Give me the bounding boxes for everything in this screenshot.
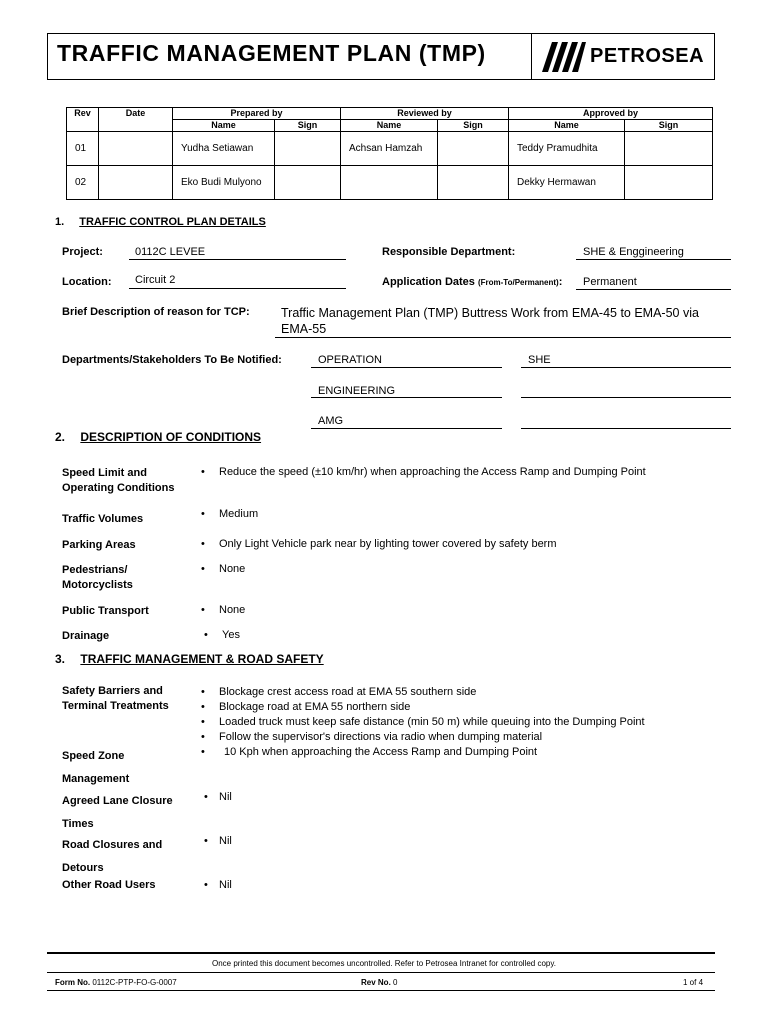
location-field[interactable]: Circuit 2 (135, 274, 176, 286)
bullet-icon: • (201, 746, 205, 758)
responsible-department-field[interactable]: SHE & Enggineering (583, 246, 684, 258)
safety-text: Nil (219, 791, 232, 803)
form-number-value: 0112C-PTP-FO-G-0007 (92, 978, 177, 987)
condition-bullet (201, 508, 258, 520)
bullet-icon: • (204, 791, 208, 803)
department-underline (521, 397, 731, 398)
safety-text: Nil (219, 879, 232, 891)
application-dates-hint: (From-To/Permanent) (477, 278, 559, 287)
bullet-icon: • (201, 701, 205, 713)
safety-label-line: Agreed Lane Closure (62, 795, 173, 807)
col-header-date: Date (99, 108, 173, 132)
table-row (67, 166, 713, 200)
footer-rule (47, 952, 715, 954)
brief-description-label: Brief Description of reason for TCP: (62, 306, 250, 318)
bullet-icon: • (201, 716, 205, 728)
condition-text: Medium (219, 508, 259, 520)
project-underline (129, 259, 346, 260)
section-3-heading (55, 652, 324, 666)
safety-bullet (201, 685, 645, 700)
logo-stripes-icon (542, 42, 586, 72)
condition-bullet (201, 538, 557, 550)
application-dates-text: Application Dates (382, 276, 475, 288)
bullet-icon: • (204, 879, 208, 891)
col-header-sign: Sign (438, 120, 509, 132)
safety-label-line: Times (62, 818, 94, 830)
brief-description-line: EMA-55 (281, 322, 327, 336)
petrosea-logo (542, 40, 708, 73)
application-dates-field[interactable]: Permanent (583, 276, 637, 288)
brief-description-underline (275, 337, 731, 338)
bullet-icon: • (201, 466, 205, 478)
department-field[interactable]: AMG (318, 415, 344, 427)
section-number: 1. (55, 216, 65, 228)
condition-bullet (204, 629, 240, 641)
revision-table (66, 107, 713, 200)
reviewed-name-cell: Achsan Hamzah (341, 132, 438, 166)
safety-label (62, 684, 169, 714)
condition-label-line: Operating Conditions (62, 482, 175, 494)
approved-sign-cell (625, 166, 713, 200)
safety-text: 10 Kph when approaching the Access Ramp and Dumping Point (224, 746, 538, 758)
revision-number (361, 978, 397, 987)
section-title: TRAFFIC MANAGEMENT & ROAD SAFETY (80, 652, 324, 666)
safety-bullets (201, 685, 645, 760)
page-number: 1 of 4 (683, 978, 704, 987)
approved-name-cell: Teddy Pramudhita (509, 132, 625, 166)
footer-notice: Once printed this document becomes uncontrolled. Refer to Petrosea Intranet for controlled copy. (211, 959, 557, 968)
application-dates-underline (576, 289, 731, 290)
application-dates-colon: : (558, 276, 563, 288)
responsible-department-underline (576, 259, 731, 260)
bullet-icon: • (204, 629, 208, 641)
condition-text: None (219, 604, 246, 616)
project-field[interactable]: 0112C LEVEE (135, 246, 206, 258)
condition-bullet (201, 563, 245, 575)
bullet-icon: • (201, 538, 205, 550)
project-label: Project: (62, 246, 103, 258)
department-field[interactable]: SHE (528, 354, 551, 366)
section-number: 2. (55, 430, 66, 444)
approved-sign-cell (625, 132, 713, 166)
brief-description-line: Traffic Management Plan (TMP) Buttress Work from EMA-45 to EMA-50 via (281, 306, 699, 320)
safety-bullet (201, 700, 645, 715)
logo-text: PETROSEA (590, 45, 705, 67)
department-underline (521, 428, 731, 429)
rev-cell: 02 (67, 166, 99, 200)
section-2-heading (55, 430, 261, 444)
footer-rule (47, 972, 715, 973)
safety-text: Blockage crest access road at EMA 55 southern side (219, 686, 477, 698)
revision-number-value: 0 (393, 978, 398, 987)
approved-name-cell: Dekky Hermawan (509, 166, 625, 200)
safety-label-line: Detours (62, 862, 104, 874)
col-header-approved-by: Approved by (509, 108, 713, 120)
condition-text: Reduce the speed (±10 km/hr) when approaching the Access Ramp and Dumping Point (219, 466, 646, 478)
brief-description-field[interactable] (281, 305, 699, 337)
condition-label-line: Speed Limit and (62, 467, 147, 479)
safety-label-line: Road Closures and (62, 839, 163, 851)
location-label: Location: (62, 276, 112, 288)
safety-label-line: Safety Barriers and (62, 685, 163, 697)
safety-bullet (201, 715, 645, 730)
condition-text: None (219, 563, 246, 575)
condition-label: Traffic Volumes (62, 513, 144, 525)
department-field[interactable]: OPERATION (318, 354, 382, 366)
section-title: TRAFFIC CONTROL PLAN DETAILS (79, 216, 266, 228)
department-underline (311, 397, 502, 398)
condition-label (62, 563, 133, 593)
footer-rule (47, 990, 715, 991)
condition-bullet (201, 604, 245, 616)
bullet-icon: • (201, 604, 205, 616)
prepared-sign-cell (275, 132, 341, 166)
safety-label (62, 745, 129, 791)
col-header-sign: Sign (275, 120, 341, 132)
col-header-prepared-by: Prepared by (173, 108, 341, 120)
application-dates-label (382, 276, 562, 288)
safety-bullet (201, 745, 645, 760)
reviewed-name-cell (341, 166, 438, 200)
section-number: 3. (55, 652, 66, 666)
safety-text: Follow the supervisor's directions via radio when dumping material (219, 731, 543, 743)
col-header-sign: Sign (625, 120, 713, 132)
date-cell (99, 166, 173, 200)
safety-label (62, 834, 162, 880)
condition-label-line: Motorcyclists (62, 579, 133, 591)
condition-text: Only Light Vehicle park near by lighting tower covered by safety berm (219, 538, 557, 550)
col-header-rev: Rev (67, 108, 99, 132)
department-underline (521, 367, 731, 368)
safety-text: Loaded truck must keep safe distance (min 50 m) while queuing into the Dumping Point (219, 716, 645, 728)
form-number (55, 978, 177, 987)
safety-label-line: Terminal Treatments (62, 700, 169, 712)
departments-label: Departments/Stakeholders To Be Notified: (62, 354, 282, 366)
section-title: DESCRIPTION OF CONDITIONS (80, 430, 262, 444)
condition-label-line: Pedestrians/ (62, 564, 128, 576)
department-underline (311, 367, 502, 368)
location-underline (129, 288, 346, 289)
bullet-icon: • (204, 835, 208, 847)
bullet-icon: • (201, 563, 205, 575)
col-header-reviewed-by: Reviewed by (341, 108, 509, 120)
table-row (67, 132, 713, 166)
responsible-department-label: Responsible Department: (382, 246, 516, 258)
bullet-icon: • (201, 731, 205, 743)
date-cell (99, 132, 173, 166)
safety-text: Blockage road at EMA 55 northern side (219, 701, 411, 713)
safety-bullet (204, 791, 232, 803)
condition-text: Yes (222, 629, 240, 641)
document-title: TRAFFIC MANAGEMENT PLAN (TMP) (57, 40, 486, 66)
bullet-icon: • (201, 686, 205, 698)
department-underline (311, 428, 502, 429)
rev-cell: 01 (67, 132, 99, 166)
safety-bullet (204, 835, 232, 847)
condition-bullet (201, 466, 646, 478)
col-header-name: Name (509, 120, 625, 132)
condition-label: Parking Areas (62, 539, 136, 551)
safety-bullet (201, 730, 645, 745)
prepared-name-cell: Eko Budi Mulyono (173, 166, 275, 200)
header-divider (531, 33, 532, 80)
safety-bullet (204, 879, 232, 891)
revision-number-label: Rev No. (361, 978, 391, 987)
col-header-name: Name (173, 120, 275, 132)
bullet-icon: • (201, 508, 205, 520)
safety-label: Other Road Users (62, 879, 156, 891)
condition-label: Public Transport (62, 605, 149, 617)
section-1-heading (55, 216, 266, 228)
reviewed-sign-cell (438, 166, 509, 200)
condition-label (62, 466, 174, 496)
prepared-sign-cell (275, 166, 341, 200)
prepared-name-cell: Yudha Setiawan (173, 132, 275, 166)
condition-label: Drainage (62, 630, 110, 642)
col-header-name: Name (341, 120, 438, 132)
safety-label-line: Management (62, 773, 130, 785)
safety-label (62, 790, 173, 836)
safety-text: Nil (219, 835, 232, 847)
form-number-label: Form No. (55, 978, 91, 987)
department-field[interactable]: ENGINEERING (318, 385, 396, 397)
safety-label-line: Speed Zone (62, 750, 125, 762)
reviewed-sign-cell (438, 132, 509, 166)
